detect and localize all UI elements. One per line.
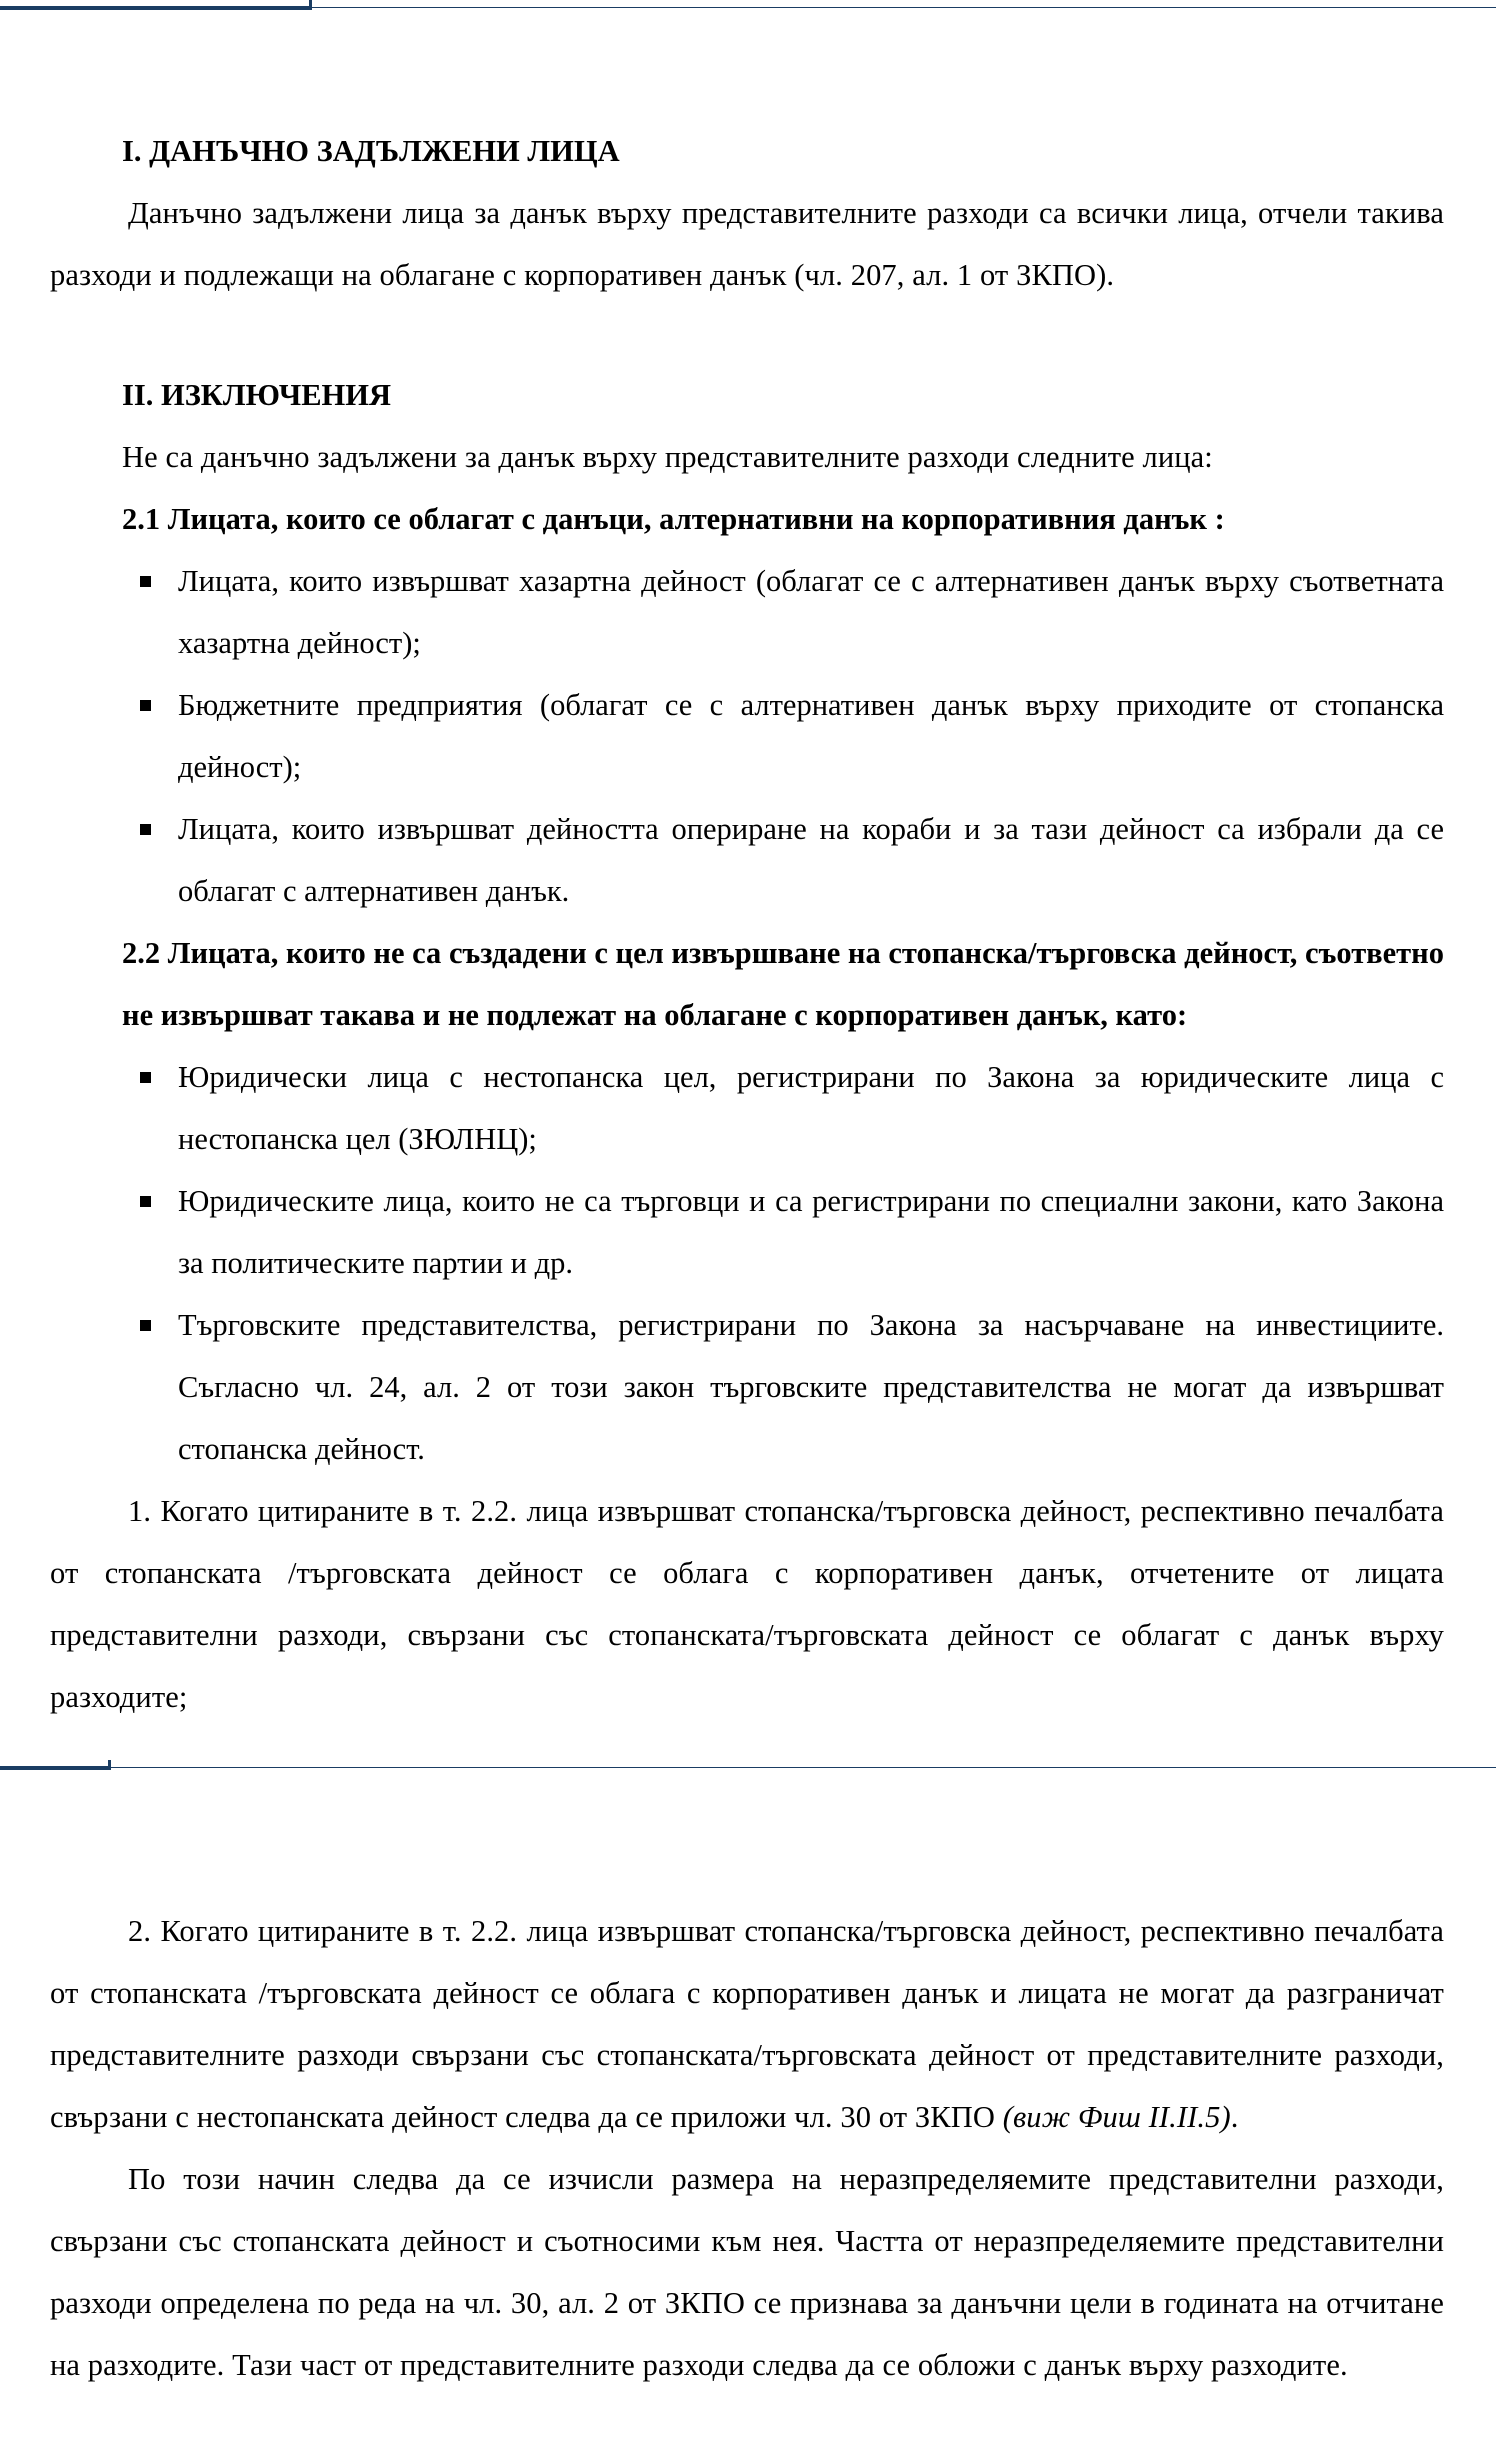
section-heading-1: I. ДАНЪЧНО ЗАДЪЛЖЕНИ ЛИЦА	[122, 134, 620, 168]
list-item-text: Юридическите лица, които не са търговци и са регистрирани по специални закони, като Закона за политическите партии и др.	[178, 1184, 1444, 1280]
square-bullet-icon	[140, 824, 151, 835]
list-item	[50, 1046, 1444, 1170]
square-bullet-icon	[140, 576, 151, 587]
list-item-text: Лицата, които извършват дейността опериране на кораби и за тази дейност са избрали да се облагат с алтернативен данък.	[178, 812, 1444, 908]
list-item-text: Търговските представителства, регистрирани по Закона за насърчаване на инвестициите. Съгласно чл. 24, ал. 2 от този закон търговските представителства не могат да извършват стопанска дейност.	[178, 1308, 1444, 1466]
list-item-text: Бюджетните предприятия (облагат се с алтернативен данък върху приходите от стопанска дейност);	[178, 688, 1444, 784]
page-break-spacer	[50, 1728, 1444, 1900]
subsection-heading-2-1: 2.1 Лицата, които се облагат с данъци, алтернативни на корпоративния данък :	[122, 502, 1225, 536]
spacer-before-section-2	[50, 306, 1444, 364]
square-bullet-icon	[140, 1196, 151, 1207]
cross-reference-italic: (виж Фиш II.II.5)	[1002, 2100, 1231, 2134]
paragraph-final: По този начин следва да се изчисли размера на неразпределяемите представителни разходи, свързани със стопанската дейност и съотносими към нея. Частта от неразпределяемите представителни разходи определена по реда на чл. 30, ал. 2 от ЗКПО се признава за данъчни цели в годината на отчитане на разходите. Тази част от представителните разходи следва да се обложи с данък върху разходите.	[50, 2162, 1444, 2382]
list-item	[50, 674, 1444, 798]
list-item-text: Лицата, които извършват хазартна дейност (облагат се с алтернативен данък върху съответната хазартна дейност);	[178, 564, 1444, 660]
list-item	[50, 1170, 1444, 1294]
square-bullet-icon	[140, 1320, 151, 1331]
numbered-paragraph-1: 1. Когато цитираните в т. 2.2. лица извършват стопанска/търговска дейност, респективно печалбата от стопанската /търговската дейност се облага с корпоративен данък, отчетените от лицата представителни разходи, свързани със стопанската/търговската дейност се облагат с данък върху разходите;	[50, 1494, 1444, 1714]
paragraph-taxable-persons: Данъчно задължени лица за данък върху представителните разходи са всички лица, отчели такива разходи и подлежащи на облагане с корпоративен данък (чл. 207, ал. 1 от ЗКПО).	[50, 196, 1444, 292]
bullet-list-2-1	[50, 550, 1444, 922]
numbered-paragraph-2-tail: .	[1230, 2100, 1239, 2134]
subsection-heading-2-2: 2.2 Лицата, които не са създадени с цел извършване на стопанска/търговска дейност, съответно не извършват такава и не подлежат на облагане с корпоративен данък, като:	[122, 936, 1444, 1032]
square-bullet-icon	[140, 1072, 151, 1083]
list-item	[50, 1294, 1444, 1480]
section-heading-2: II. ИЗКЛЮЧЕНИЯ	[122, 378, 392, 412]
list-item-text: Юридически лица с нестопанска цел, регистрирани по Закона за юридическите лица с нестопанска цел (ЗЮЛНЦ);	[178, 1060, 1444, 1156]
list-item	[50, 798, 1444, 922]
numbered-paragraph-2	[50, 1900, 1444, 2148]
document-body	[50, 0, 1444, 2396]
square-bullet-icon	[140, 700, 151, 711]
paragraph-exceptions-intro: Не са данъчно задължени за данък върху представителните разходи следните лица:	[122, 440, 1213, 474]
list-item	[50, 550, 1444, 674]
top-spacer	[50, 0, 1444, 120]
bullet-list-2-2	[50, 1046, 1444, 1480]
numbered-paragraph-2-text: 2. Когато цитираните в т. 2.2. лица извършват стопанска/търговска дейност, респективно печалбата от стопанската /търговската дейност се облага с корпоративен данък и лицата не могат да разграничат представителните разходи свързани със стопанската/търговската дейност от представителните разходи, свързани с нестопанската дейност следва да се приложи чл. 30 от ЗКПО	[50, 1914, 1444, 2134]
